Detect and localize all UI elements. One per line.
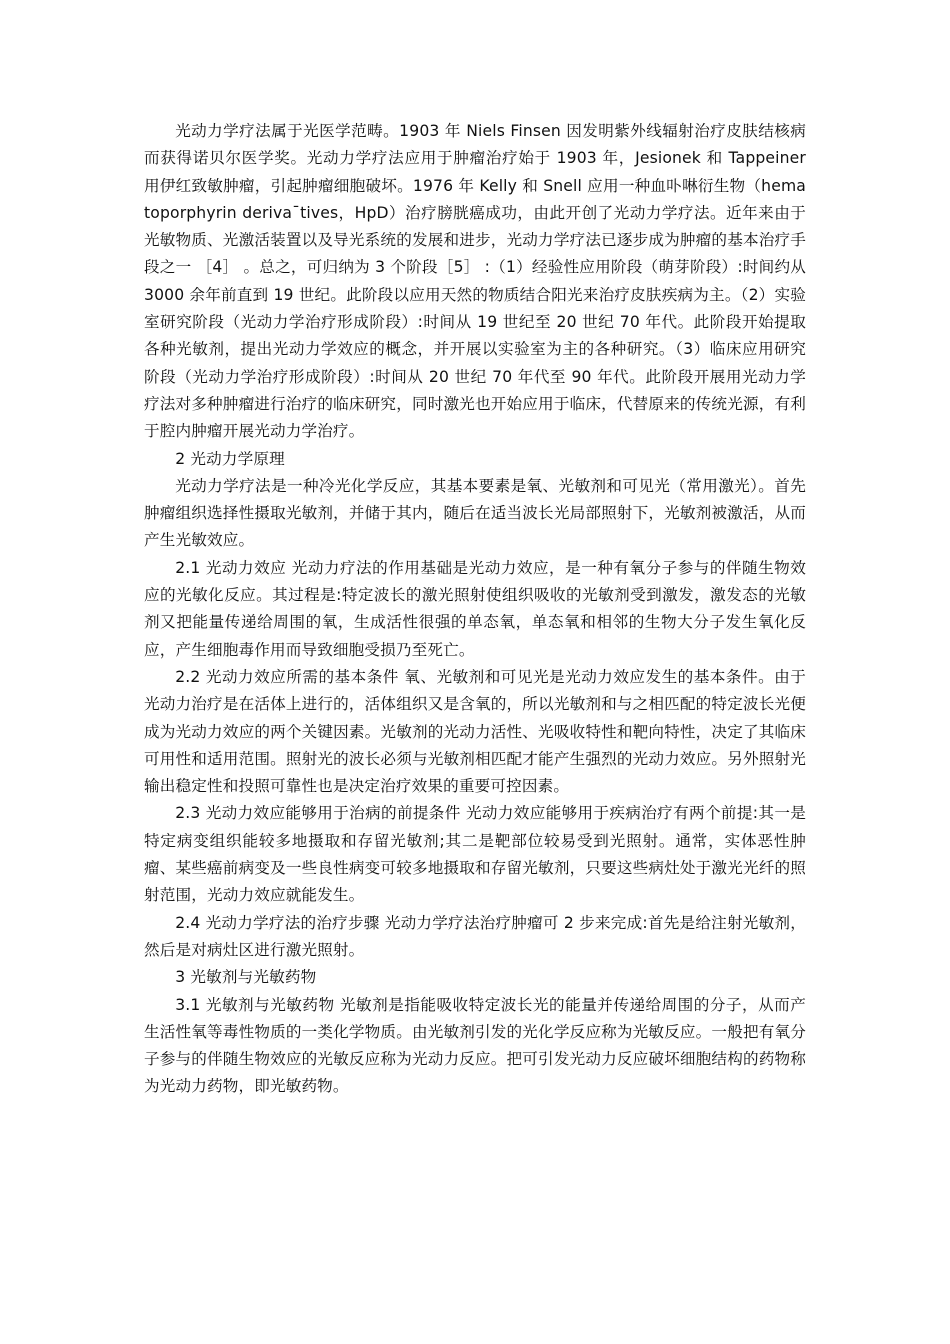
paragraph-2-1: 2.1 光动力效应 光动力疗法的作用基础是光动力效应，是一种有氧分子参与的伴随生物效应的光敏化反应。其过程是:特定波长的激光照射使组织吸收的光敏剂受到激发，激发态的光敏剂又把能量传递给周围的氧，生成活性很强的单态氧，单态氧和相邻的生物大分子发生氧化反应，产生细胞毒作用而导致细胞受损乃至死亡。 [144, 558, 806, 659]
paragraph-2-2: 2.2 光动力效应所需的基本条件 氧、光敏剂和可见光是光动力效应发生的基本条件。由于光动力治疗是在活体上进行的，活体组织又是含氧的，所以光敏剂和与之相匹配的特定波长光便成为光动力效应的两个关键因素。光敏剂的光动力活性、光吸收特性和靶向特性，决定了其临床可用性和适用范围。照射光的波长必须与光敏剂相匹配才能产生强烈的光动力效应。另外照射光输出稳定性和投照可靠性也是决定治疗效果的重要可控因素。 [144, 667, 806, 796]
paragraph-history: 光动力学疗法属于光医学范畴。1903 年 Niels Finsen 因发明紫外线辐射治疗皮肤结核病而获得诺贝尔医学奖。光动力学疗法应用于肿瘤治疗始于 1903 年，Jesionek 和 Tappeiner 用伊红致敏肿瘤，引起肿瘤细胞破坏。1976 年 Kelly 和 Snell 应用一种血卟啉衍生物（hematoporphyrin deriva¯tives，HpD）治疗膀胱癌成功，由此开创了光动力学疗法。近年来由于光敏物质、光激活装置以及导光系统的发展和进步，光动力学疗法已逐步成为肿瘤的基本治疗手段之一 ［4］ 。总之，可归纳为 3 个阶段［5］ :（1）经验性应用阶段（萌芽阶段）:时间约从 3000 余年前直到 19 世纪。此阶段以应用天然的物质结合阳光来治疗皮肤疾病为主。（2）实验室研究阶段（光动力学治疗形成阶段）:时间从 19 世纪至 20 世纪 70 年代。此阶段开始提取各种光敏剂，提出光动力学效应的概念，并开展以实验室为主的各种研究。（3）临床应用研究阶段（光动力学治疗形成阶段）:时间从 20 世纪 70 年代至 90 年代。此阶段开展用光动力学疗法对多种肿瘤进行治疗的临床研究，同时激光也开始应用于临床，代替原来的传统光源，有利于腔内肿瘤开展光动力学治疗。 [144, 122, 806, 441]
section-heading-2: 2 光动力学原理 [175, 449, 285, 468]
paragraph-principle: 光动力学疗法是一种冷光化学反应，其基本要素是氧、光敏剂和可见光（常用激光）。首先肿瘤组织选择性摄取光敏剂，并储于其内，随后在适当波长光局部照射下，光敏剂被激活，从而产生光敏效应。 [144, 476, 806, 550]
paragraph-3-1: 3.1 光敏剂与光敏药物 光敏剂是指能吸收特定波长光的能量并传递给周围的分子，从而产生活性氧等毒性物质的一类化学物质。由光敏剂引发的光化学反应称为光敏反应。一般把有氧分子参与的伴随生物效应的光敏反应称为光动力反应。把可引发光动力反应破坏细胞结构的药物称为光动力药物，即光敏药物。 [144, 995, 806, 1096]
paragraph-2-3: 2.3 光动力效应能够用于治病的前提条件 光动力效应能够用于疾病治疗有两个前提:其一是特定病变组织能较多地摄取和存留光敏剂;其二是靶部位较易受到光照射。通常，实体恶性肿瘤、某些癌前病变及一些良性病变可较多地摄取和存留光敏剂，只要这些病灶处于激光光纤的照射范围，光动力效应就能发生。 [144, 804, 806, 905]
body-text [144, 118, 806, 1101]
paragraph-2-4: 2.4 光动力学疗法的治疗步骤 光动力学疗法治疗肿瘤可 2 步来完成:首先是给注射光敏剂，然后是对病灶区进行激光照射。 [144, 913, 806, 959]
section-heading-3: 3 光敏剂与光敏药物 [175, 968, 317, 987]
